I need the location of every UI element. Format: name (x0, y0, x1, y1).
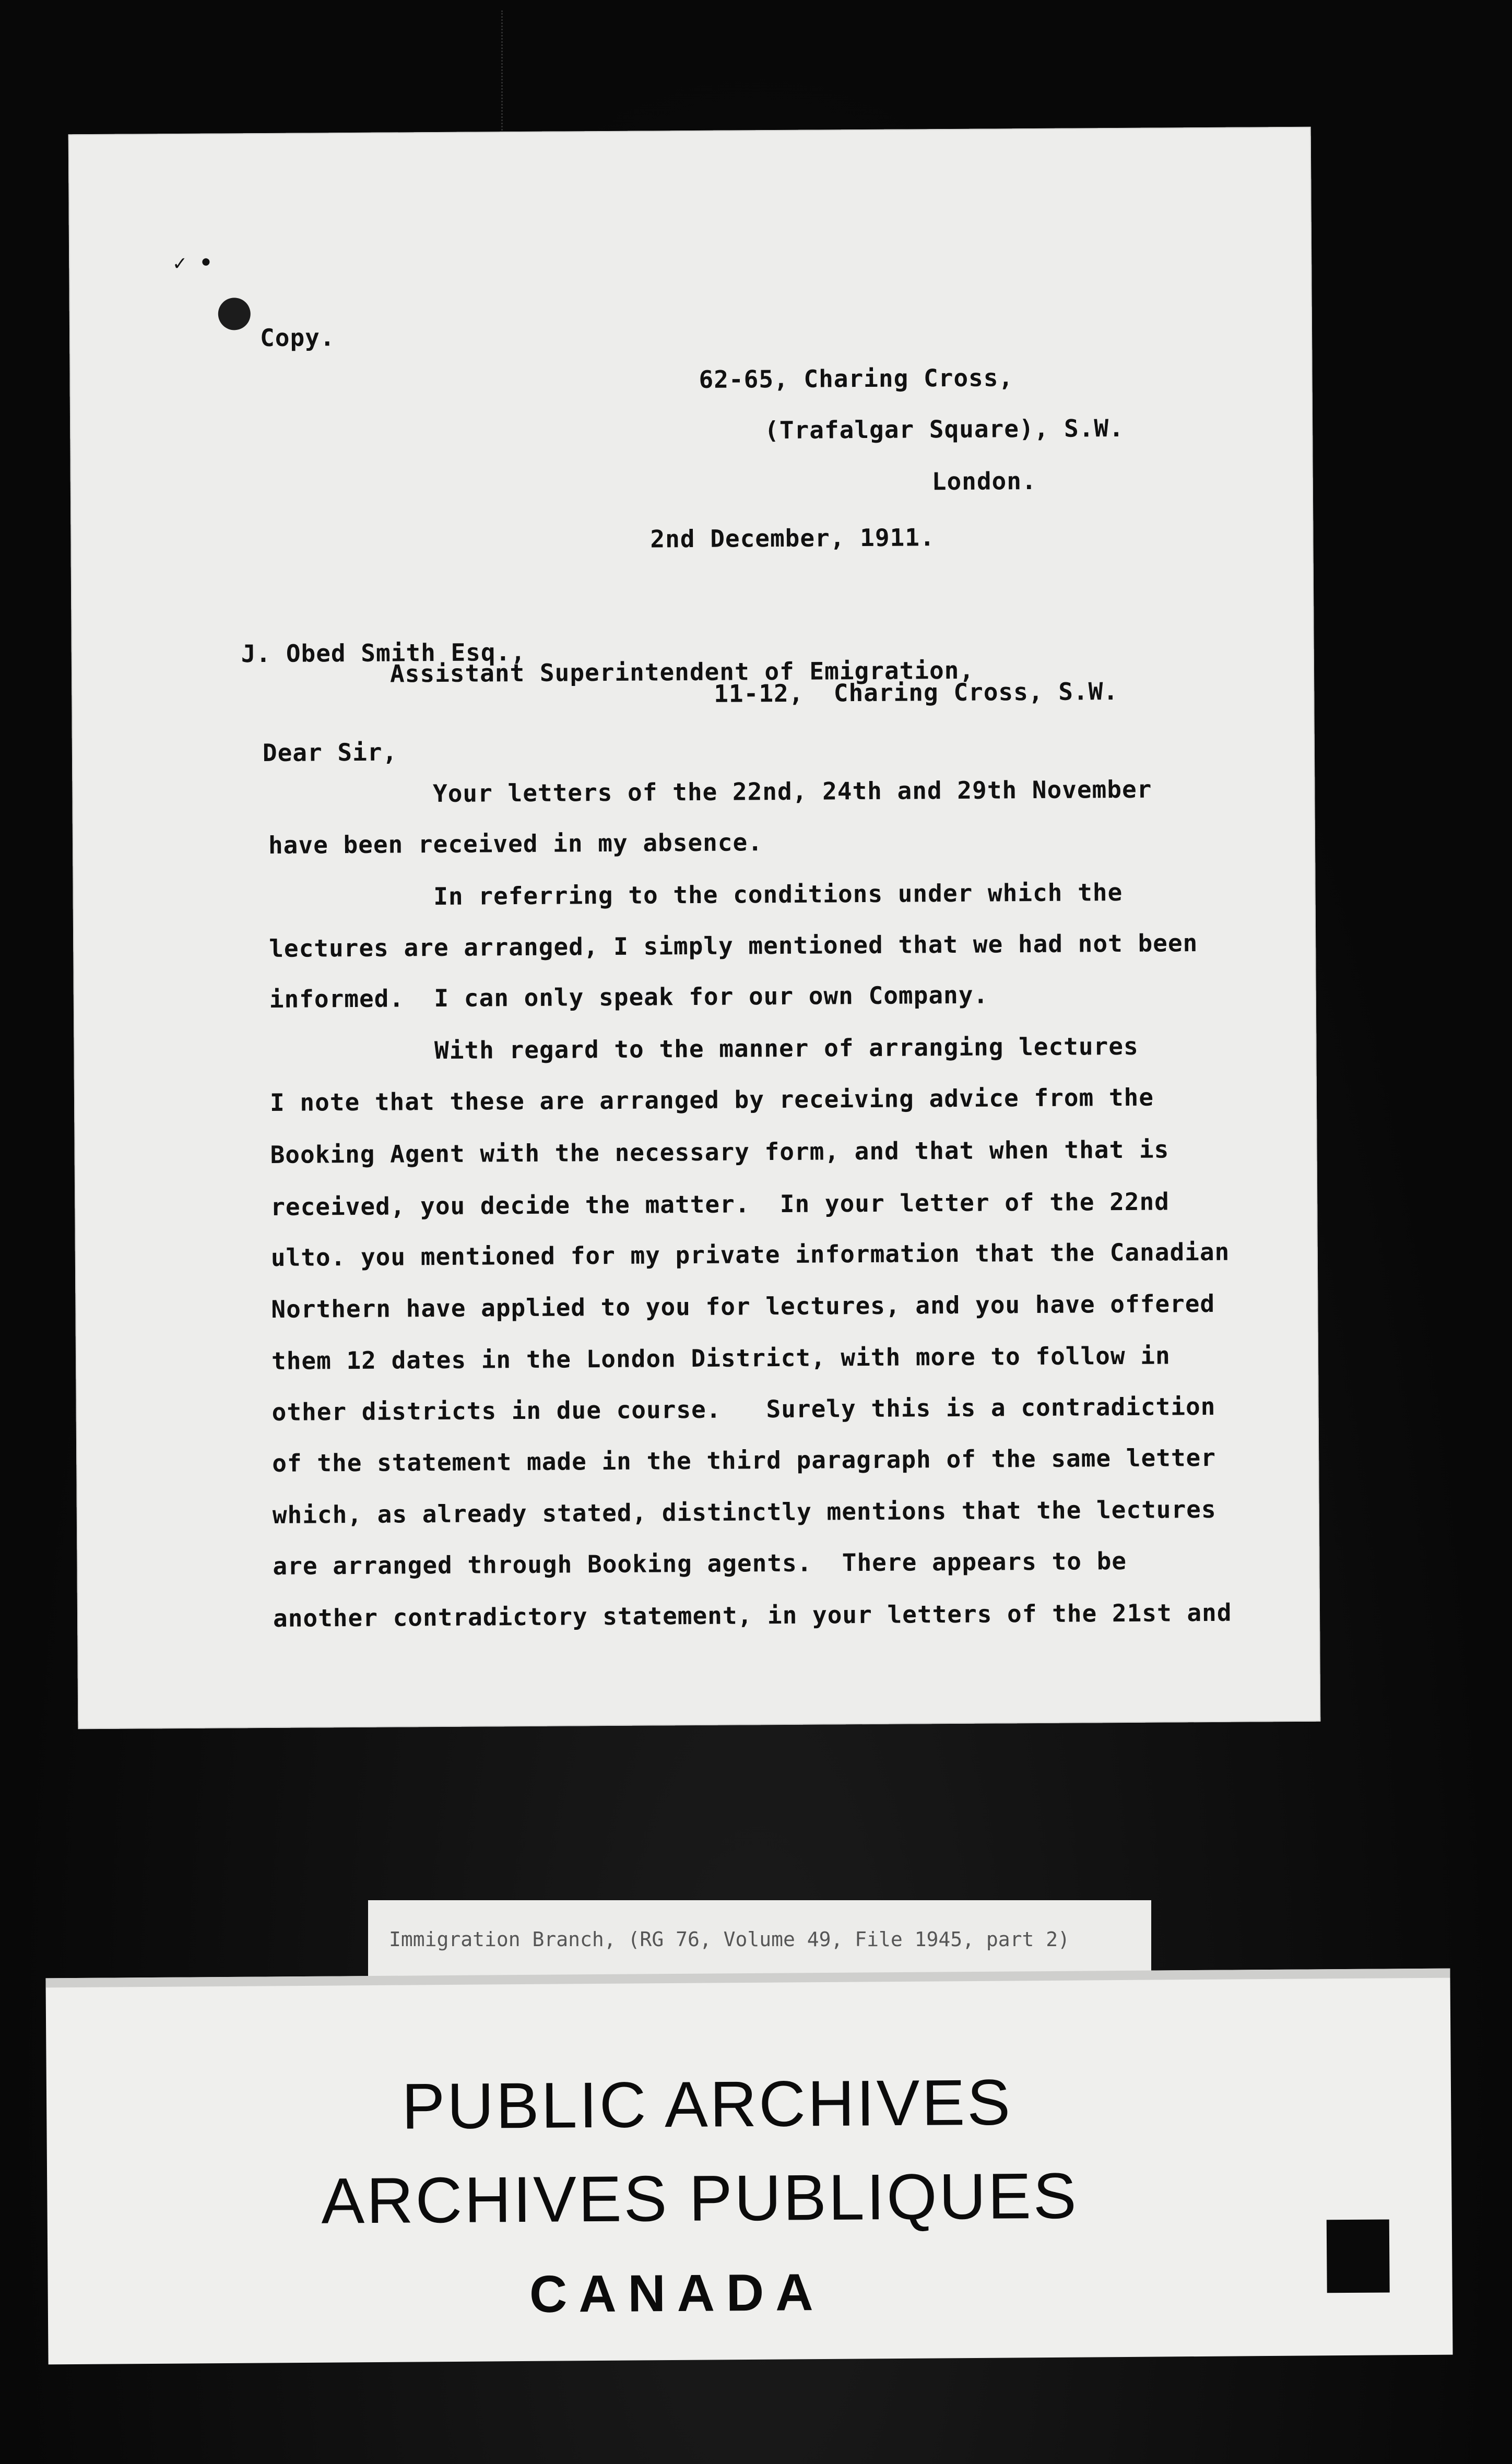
recipient-address: 11-12, Charing Cross, S.W. (714, 677, 1119, 708)
body-line: informed. I can only speak for our own Company. (269, 980, 989, 1013)
body-line: Booking Agent with the necessary form, and that when that is (270, 1135, 1170, 1169)
archive-reference-tag: Immigration Branch, (RG 76, Volume 49, File 1945, part 2) (368, 1900, 1151, 1979)
body-line: In referring to the conditions under which the (268, 878, 1123, 911)
recipient-name: J. Obed Smith Esq., (241, 637, 526, 668)
archive-title-en: PUBLIC ARCHIVES (401, 2066, 1013, 2143)
letter-date: 2nd December, 1911. (650, 523, 935, 553)
body-line: are arranged through Booking agents. There appears to be (273, 1546, 1127, 1580)
archive-stamp-card (45, 1969, 1452, 2365)
corner-block (1327, 2219, 1390, 2293)
salutation: Dear Sir, (262, 738, 398, 767)
body-line: With regard to the manner of arranging lectures (269, 1032, 1139, 1065)
body-line: which, as already stated, distinctly mentions that the lectures (272, 1495, 1216, 1529)
archive-title-fr: ARCHIVES PUBLIQUES (321, 2160, 1079, 2237)
letter-page (68, 127, 1321, 1729)
address-line-2: (Trafalgar Square), S.W. (764, 413, 1125, 445)
body-line: have been received in my absence. (268, 828, 763, 859)
body-line: other districts in due course. Surely this is a contradiction (271, 1392, 1216, 1426)
punch-hole (218, 298, 251, 330)
address-line-1: 62-65, Charing Cross, (699, 363, 1014, 394)
copy-label: Copy. (259, 323, 335, 352)
body-line: ulto. you mentioned for my private information that the Canadian (270, 1237, 1230, 1272)
body-line: Northern have applied to you for lectures, and you have offered (271, 1289, 1215, 1323)
body-line: lectures are arranged, I simply mentioned that we had not been (269, 929, 1198, 963)
body-line: received, you decide the matter. In your letter of the 22nd (270, 1187, 1170, 1221)
recipient-title: Assistant Superintendent of Emigration, (389, 656, 975, 688)
body-line: of the statement made in the third paragraph of the same letter (272, 1443, 1216, 1477)
pencil-tick-marks: ✓ • (173, 251, 213, 276)
margin-marks (501, 10, 545, 146)
archive-country: CANADA (529, 2262, 825, 2324)
body-line: them 12 dates in the London District, with more to follow in (271, 1341, 1171, 1375)
address-line-3: London. (931, 466, 1037, 496)
body-line: I note that these are arranged by receiving advice from the (269, 1083, 1154, 1117)
body-line: Your letters of the 22nd, 24th and 29th November (268, 775, 1152, 809)
body-line: another contradictory statement, in your letters of the 21st and (273, 1598, 1232, 1632)
